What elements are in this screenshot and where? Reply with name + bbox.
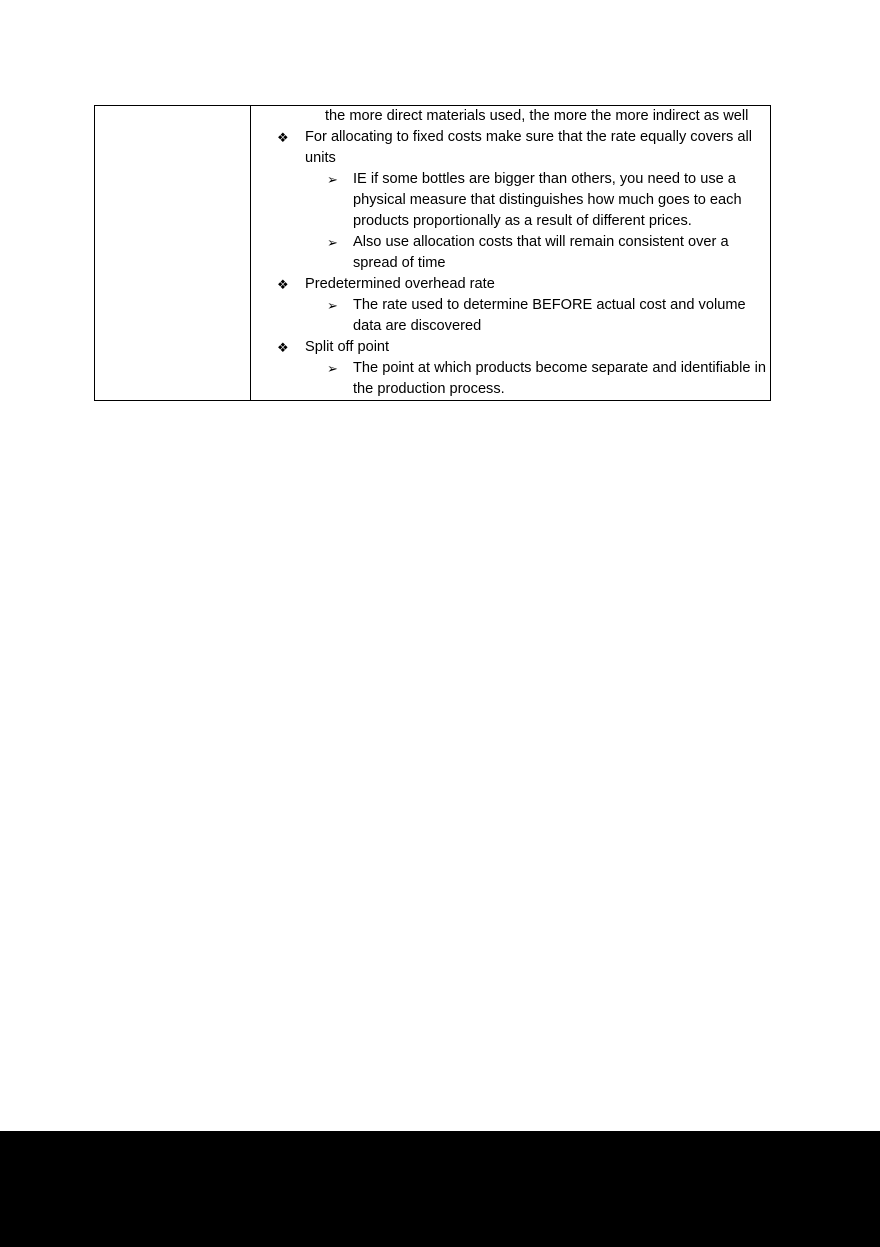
list-item-text: Split off point	[305, 339, 390, 355]
diamond-bullet-icon: ❖	[277, 340, 289, 355]
table-cell-left	[95, 106, 251, 401]
notes-content	[251, 106, 770, 400]
table-cell-right	[251, 106, 771, 401]
list-item-text: The rate used to determine BEFORE actual cost and volume data are discovered	[353, 297, 746, 334]
list-item	[277, 274, 770, 337]
list-item-text: Also use allocation costs that will remain consistent over a spread of time	[353, 234, 729, 271]
bullet-list-level-2	[305, 358, 770, 400]
list-item	[277, 127, 770, 274]
bullet-list-level-1	[251, 127, 770, 400]
list-item	[327, 232, 770, 274]
list-item	[327, 169, 770, 232]
arrow-bullet-icon: ➢	[327, 361, 338, 376]
arrow-bullet-icon: ➢	[327, 235, 338, 250]
list-item	[277, 337, 770, 400]
list-item	[327, 295, 770, 337]
list-item-text: The point at which products become separate and identifiable in the production process.	[353, 360, 766, 397]
bullet-list-level-2	[305, 295, 770, 337]
arrow-bullet-icon: ➢	[327, 172, 338, 187]
diamond-bullet-icon: ❖	[277, 277, 289, 292]
bullet-list-level-2	[305, 169, 770, 274]
list-item-text: For allocating to fixed costs make sure that the rate equally covers all units	[305, 129, 752, 166]
table-row	[95, 106, 771, 401]
page-bottom-black-band	[0, 1131, 880, 1247]
notes-table	[94, 105, 771, 401]
continuation-paragraph: the more direct materials used, the more the more indirect as well	[325, 108, 749, 124]
list-item	[327, 358, 770, 400]
list-item-text: IE if some bottles are bigger than others, you need to use a physical measure that distinguishes how much goes to each products proportionally as a result of different prices.	[353, 171, 742, 229]
diamond-bullet-icon: ❖	[277, 130, 289, 145]
list-item-text: Predetermined overhead rate	[305, 276, 495, 292]
arrow-bullet-icon: ➢	[327, 298, 338, 313]
